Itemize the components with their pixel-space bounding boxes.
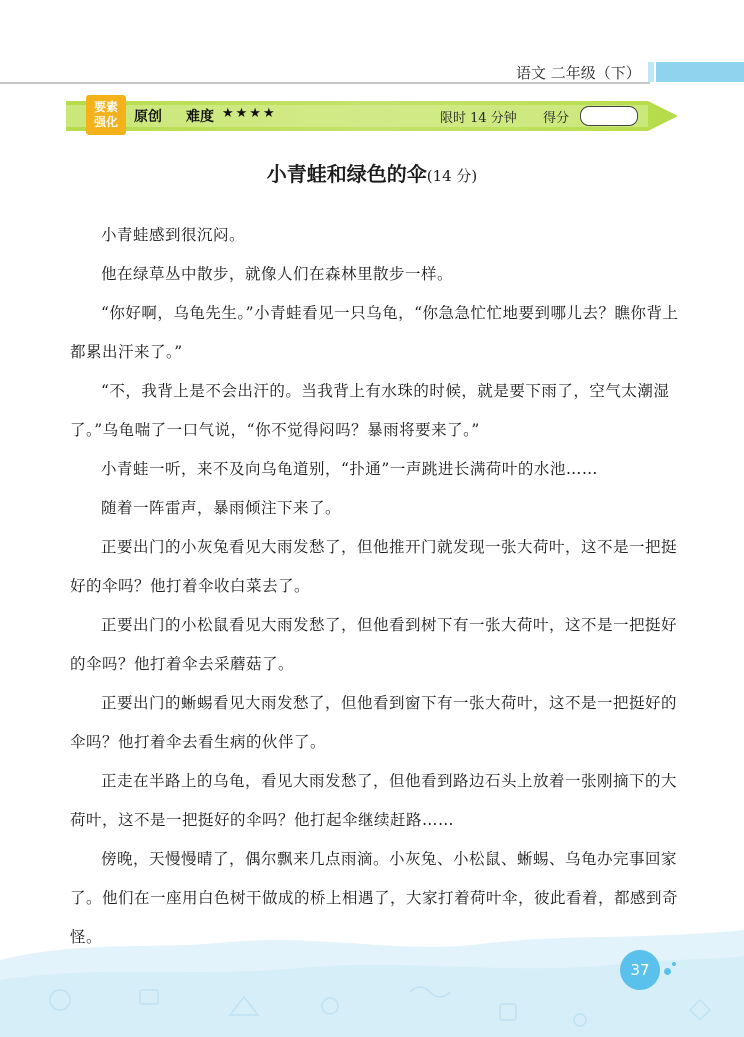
header-tab-accent [648, 62, 654, 82]
paragraph-text: 正要出门的蜥蜴看见大雨发愁了，但他看到窗下有一张大荷叶，这不是一把挺好的伞吗？他打着伞去看生病的伙伴了。 [70, 694, 678, 751]
page-number: 37 [620, 950, 660, 990]
subject-grade-label: 语文 二年级（下） [516, 64, 641, 82]
paragraph [70, 372, 680, 450]
paragraph-text: 正走在半路上的乌龟，看见大雨发愁了，但他看到路边石头上放着一张刚摘下的大荷叶，这不是一把挺好的伞吗？他打起伞继续赶路…… [70, 772, 678, 829]
paragraph-text: 傍晚，天慢慢晴了，偶尔飘来几点雨滴。小灰兔、小松鼠、蜥蜴、乌龟办完事回家了。他们在一座用白色树干做成的桥上相遇了，大家打着荷叶伞，彼此看着，都感到奇怪。 [70, 850, 679, 946]
page-number-dot [672, 962, 676, 966]
score-field[interactable] [580, 106, 638, 126]
story-title-text: 小青蛙和绿色的伞 [266, 162, 427, 186]
paragraph [70, 216, 680, 255]
paragraph-text: 正要出门的小灰兔看见大雨发愁了，但他推开门就发现一张大荷叶，这不是一把挺好的伞吗？他打着伞收白菜去了。 [70, 538, 678, 595]
paragraph-text: 小青蛙一听，来不及向乌龟道别，“扑通”一声跳进长满荷叶的水池…… [101, 460, 598, 478]
difficulty-label: 难度 [186, 109, 214, 125]
origin-label: 原创 [134, 109, 162, 125]
story-points: (14 分) [426, 167, 478, 185]
paragraph [70, 294, 680, 372]
time-limit-label: 限时 14 分钟 [440, 111, 517, 126]
paragraph-text: 随着一阵雷声，暴雨倾注下来了。 [101, 499, 342, 517]
score-label: 得分 [543, 111, 570, 126]
paragraph-text: “你好啊，乌龟先生。”小青蛙看见一只乌龟，“你急急忙忙地要到哪儿去？瞧你背上都累出汗来了。” [70, 304, 679, 361]
header-tab [656, 62, 744, 82]
page-number-dot [664, 968, 671, 975]
paragraph [70, 606, 680, 684]
badge-line-2: 强化 [93, 115, 118, 129]
element-strengthen-badge [86, 95, 126, 135]
paragraph-text: 小青蛙感到很沉闷。 [101, 226, 246, 244]
badge-line-1: 要素 [93, 100, 118, 114]
difficulty-stars: ★★★★ [222, 106, 277, 121]
paragraph-text: “不，我背上是不会出汗的。当我背上有水珠的时候，就是要下雨了，空气太潮湿了。”乌龟喘了一口气说，“你不觉得闷吗？暴雨将要来了。” [70, 382, 670, 439]
paragraph-text: 他在绿草丛中散步，就像人们在森林里散步一样。 [101, 265, 454, 283]
paragraph [70, 762, 680, 840]
paragraph [70, 528, 680, 606]
paragraph [70, 684, 680, 762]
paragraph [70, 489, 680, 528]
paragraph [70, 450, 680, 489]
story-title [0, 158, 744, 187]
paragraph-text: 正要出门的小松鼠看见大雨发愁了，但他看到树下有一张大荷叶，这不是一把挺好的伞吗？他打着伞去采蘑菇了。 [70, 616, 678, 673]
paragraph [70, 255, 680, 294]
